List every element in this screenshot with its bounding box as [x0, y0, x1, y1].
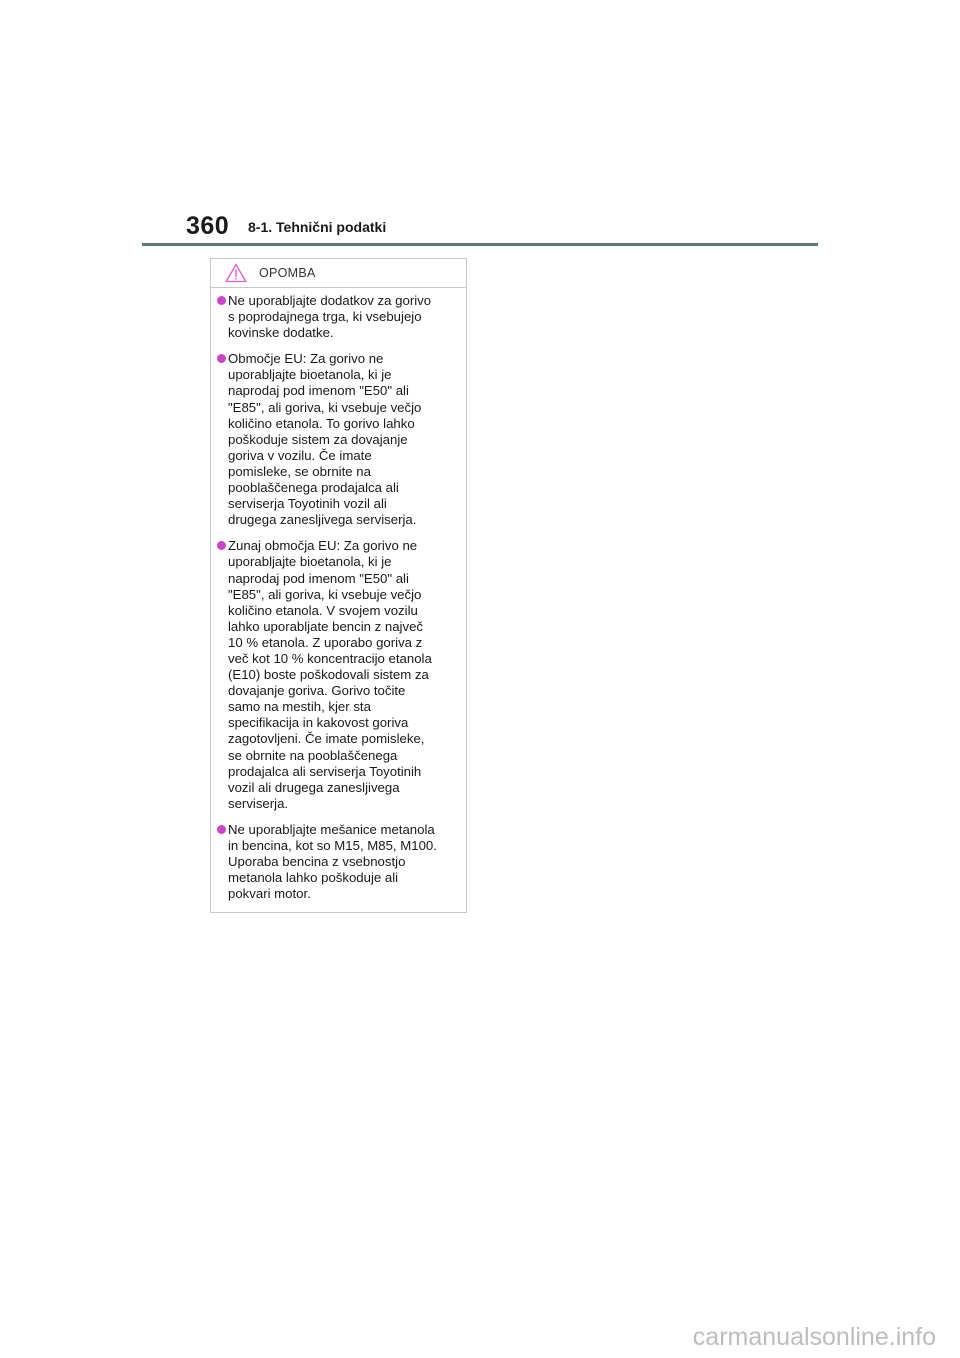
section-title: 8-1. Tehnični podatki	[248, 219, 387, 235]
bullet-icon	[217, 825, 226, 834]
notice-item-text: Ne uporabljajte dodatkov za gorivo s poprodajnega trga, ki vsebujejo kovinske dodatke.	[228, 293, 432, 341]
warning-triangle-icon	[225, 263, 247, 283]
notice-header	[211, 259, 466, 288]
notice-item	[217, 538, 462, 812]
notice-list	[211, 288, 466, 902]
notice-item-text: Zunaj območja EU: Za gorivo ne uporabljajte bioetanola, ki je naprodaj pod imenom "E50" ali "E85", ali goriva, ki vsebuje večjo količino etanola. V svojem vozilu lahko uporabljate bencin z največ 10 % etanola. Z uporabo goriva z več kot 10 % koncentracijo etanola (E10) boste poškodovali sistem za dovajanje goriva. Gorivo točite samo na mestih, kjer sta specifikacija in kakovost goriva zagotovljeni. Če imate pomisleke, se obrnite na pooblaščenega prodajalca ali serviserja Toyotinih vozil ali drugega zanesljivega serviserja.	[228, 538, 432, 811]
notice-item	[217, 351, 462, 528]
bullet-icon	[217, 296, 226, 305]
watermark: carmanualsonline.info	[692, 1323, 936, 1351]
notice-item	[217, 293, 462, 341]
notice-item	[217, 822, 462, 902]
notice-box	[210, 258, 467, 913]
bullet-icon	[217, 354, 226, 363]
page-header	[0, 0, 960, 250]
page-number: 360	[186, 212, 230, 240]
notice-title: OPOMBA	[259, 266, 316, 280]
notice-item-text: Ne uporabljajte mešanice metanola in bencina, kot so M15, M85, M100. Uporaba bencina z vsebnostjo metanola lahko poškoduje ali pokvari motor.	[228, 821, 437, 902]
bullet-icon	[217, 541, 226, 550]
header-divider	[142, 243, 818, 246]
notice-item-text: Območje EU: Za gorivo ne uporabljajte bioetanola, ki je naprodaj pod imenom "E50" ali "E85", ali goriva, ki vsebuje večjo količino etanola. To gorivo lahko poškoduje sistem za dovajanje goriva v vozilu. Če imate pomisleke, se obrnite na pooblaščenega prodajalca ali serviserja Toyotinih vozil ali drugega zanesljivega serviserja.	[228, 351, 422, 528]
